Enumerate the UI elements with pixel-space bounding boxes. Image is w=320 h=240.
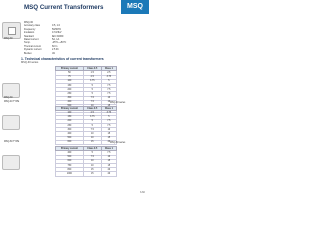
table3 bbox=[55, 146, 117, 177]
table-cell: 5 bbox=[101, 79, 116, 83]
table-cell: 5 bbox=[101, 115, 116, 119]
spec-list bbox=[24, 21, 66, 55]
section3-right-label: MSQ-60 series bbox=[110, 142, 126, 144]
section1-title: 1. Technical characteristics of current transformers bbox=[21, 57, 104, 61]
spec-key: Burden bbox=[24, 51, 32, 55]
table-cell: 20 bbox=[101, 140, 116, 144]
table-cell: 600 bbox=[56, 159, 84, 163]
table-cell: 10 bbox=[83, 159, 101, 163]
table-cell: 7.5 bbox=[101, 92, 116, 96]
table-cell: 10 bbox=[83, 163, 101, 167]
page bbox=[0, 0, 149, 198]
product-image bbox=[2, 22, 21, 39]
table-header-cell: Primary current bbox=[56, 67, 84, 71]
table-cell: 200 bbox=[56, 119, 84, 123]
spec-value: 0.5, 1.0 bbox=[52, 24, 60, 28]
table1-model: MSQ-30 bbox=[4, 97, 13, 99]
table-row bbox=[56, 172, 117, 176]
spec-key: Thermal current bbox=[24, 44, 41, 48]
spec-value: 2.5 Ith bbox=[52, 48, 59, 52]
table-cell: 20 bbox=[101, 172, 116, 176]
table-cell: 75 bbox=[56, 75, 84, 79]
table-header-cell: Primary current bbox=[56, 107, 84, 111]
spec-key: Dynamic current bbox=[24, 48, 42, 52]
table-cell: 15 bbox=[83, 140, 101, 144]
table-cell: 7.5 bbox=[101, 83, 116, 87]
section3-model: MSQ-60 TYPE bbox=[4, 141, 20, 143]
table-cell: 15 bbox=[101, 159, 116, 163]
table-cell: 5 bbox=[83, 151, 101, 155]
table-header-cell: Class 1 bbox=[101, 147, 116, 151]
table-cell: 1.5 bbox=[83, 71, 101, 75]
spec-key: MSQ-30 bbox=[24, 21, 33, 24]
table-cell: 750 bbox=[56, 163, 84, 167]
table-cell: 2.5 bbox=[101, 71, 116, 75]
table-cell: 15 bbox=[83, 172, 101, 176]
spec-row bbox=[24, 52, 66, 55]
table-cell: 400 bbox=[56, 151, 84, 155]
table-cell: 3.75 bbox=[101, 75, 116, 79]
table-cell: 100 bbox=[56, 79, 84, 83]
spec-key: Accuracy class bbox=[24, 24, 40, 28]
spec-key: Insulation bbox=[24, 31, 35, 35]
table-cell: 7.5 bbox=[83, 100, 101, 104]
table-cell: 7.5 bbox=[101, 119, 116, 123]
spec-value: VA bbox=[52, 51, 56, 55]
spec-key: Frequency bbox=[24, 27, 36, 31]
header-bar bbox=[0, 0, 149, 15]
spec-value: 50/60Hz bbox=[52, 27, 61, 31]
product-model-caption: MSQ-30 bbox=[4, 38, 13, 40]
table-cell: 2.5 bbox=[83, 75, 101, 79]
table-cell: 150 bbox=[56, 83, 84, 87]
table-header-cell: Class 1 bbox=[101, 67, 116, 71]
table-cell: 50 bbox=[56, 71, 84, 75]
table-header-cell: Primary current bbox=[56, 147, 84, 151]
table-cell: 7.5 bbox=[101, 151, 116, 155]
table-cell: 500 bbox=[56, 136, 84, 140]
table-cell: 300 bbox=[56, 128, 84, 132]
table-cell: 400 bbox=[56, 132, 84, 136]
table-cell: 2.5 bbox=[83, 111, 101, 115]
table-cell: 150 bbox=[56, 115, 84, 119]
table-cell: 200 bbox=[56, 88, 84, 92]
table-cell: 10 bbox=[101, 155, 116, 159]
spec-value: 0.72/3kV bbox=[52, 31, 62, 35]
table-cell: 3.75 bbox=[83, 79, 101, 83]
table-cell: 250 bbox=[56, 123, 84, 127]
table-cell: 7.5 bbox=[101, 88, 116, 92]
page-number: 3-60 bbox=[140, 191, 145, 194]
spec-key: Standard bbox=[24, 34, 34, 38]
table-cell: 3.75 bbox=[83, 115, 101, 119]
table-cell: 15 bbox=[101, 136, 116, 140]
table-cell: 7.5 bbox=[83, 128, 101, 132]
table-cell: 15 bbox=[83, 168, 101, 172]
table-cell: 3.75 bbox=[101, 111, 116, 115]
table-cell: 7.5 bbox=[83, 96, 101, 100]
table-cell: 10 bbox=[83, 136, 101, 140]
table-cell: 10 bbox=[83, 132, 101, 136]
table-cell: 15 bbox=[101, 163, 116, 167]
table-row bbox=[56, 140, 117, 144]
table-cell: 1000 bbox=[56, 172, 84, 176]
spec-value: 60 In bbox=[52, 44, 58, 48]
table-cell: 400 bbox=[56, 100, 84, 104]
window-hole bbox=[8, 27, 16, 35]
product-tag: MSQ bbox=[121, 0, 149, 14]
spec-value: -25°C~+50°C bbox=[52, 41, 67, 45]
spec-value: 5A, 1A bbox=[52, 38, 60, 42]
table-cell: 100 bbox=[56, 111, 84, 115]
table-cell: 5 bbox=[83, 83, 101, 87]
table-cell: 7.5 bbox=[101, 123, 116, 127]
table-header-cell: Class 0.5 bbox=[83, 147, 101, 151]
table-header-cell: Class 0.5 bbox=[83, 107, 101, 111]
table-cell: 10 bbox=[101, 128, 116, 132]
table-cell: 7.5 bbox=[83, 155, 101, 159]
table2 bbox=[55, 106, 117, 145]
table-cell: 5 bbox=[83, 92, 101, 96]
table-cell: 600 bbox=[56, 140, 84, 144]
section1-sub: MSQ-30 series bbox=[21, 61, 39, 64]
table-cell: 5 bbox=[83, 123, 101, 127]
table-cell: 800 bbox=[56, 168, 84, 172]
spec-key: Temp. bbox=[24, 41, 31, 45]
section2-model: MSQ-40 TYPE bbox=[4, 101, 20, 103]
table-header-cell: Class 1 bbox=[101, 107, 116, 111]
table-cell: 15 bbox=[101, 132, 116, 136]
spec-value: IEC 61869 bbox=[52, 34, 64, 38]
table-cell: 5 bbox=[83, 119, 101, 123]
table-cell: 20 bbox=[101, 168, 116, 172]
table-cell: 250 bbox=[56, 92, 84, 96]
product-thumb-60 bbox=[2, 155, 20, 170]
table-cell: 5 bbox=[83, 88, 101, 92]
product-thumb-40 bbox=[2, 115, 20, 130]
table-cell: 500 bbox=[56, 155, 84, 159]
section2-right-label: MSQ-40 series bbox=[110, 102, 126, 104]
table-header-cell: Class 0.5 bbox=[83, 67, 101, 71]
table-cell: 300 bbox=[56, 96, 84, 100]
table-cell: 10 bbox=[101, 96, 116, 100]
page-title: MSQ Current Transformers bbox=[24, 4, 104, 11]
product-thumb-30 bbox=[2, 83, 20, 98]
spec-key: Rated current bbox=[24, 38, 39, 42]
table-cell: 10 bbox=[101, 100, 116, 104]
